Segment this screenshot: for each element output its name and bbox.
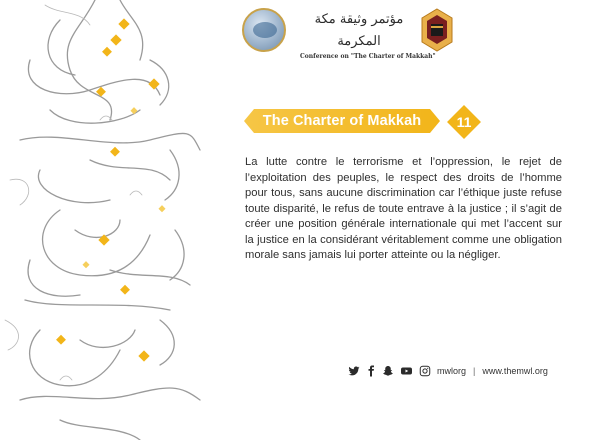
conference-logo <box>300 9 436 60</box>
twitter-icon[interactable] <box>348 365 360 377</box>
mwl-logo <box>242 8 286 52</box>
footer-separator: | <box>473 366 476 376</box>
kaaba-emblem <box>420 8 454 52</box>
number-badge-label: 11 <box>456 114 472 130</box>
body-paragraph: La lutte contre le terrorisme et l’oppression, le rejet de l’exploitation des peuples, le respect des droits de l’homme pour tous, sans aucune discrimination car l’éthique juste refuse toute disparité, le refus de toute entrave à la justice ; il s’agit de créer une position générale internationale qui met l’accent sur la justice en la considérant véritablement comme une obligation morale sans jamais lui porter atteinte ou la négliger. <box>245 156 562 261</box>
calligraphy-decoration <box>0 0 222 440</box>
conference-logo-english: Conference on "The Charter of Makkah" <box>300 53 436 60</box>
footer <box>348 362 563 380</box>
snapchat-icon[interactable] <box>382 365 394 377</box>
social-icons <box>348 365 431 377</box>
header-logos <box>240 6 440 60</box>
page-title: The Charter of Makkah <box>262 113 422 129</box>
social-handle[interactable]: mwlorg <box>437 366 467 376</box>
youtube-icon[interactable] <box>399 365 414 377</box>
conference-logo-arabic: مؤتمر وثيقة مكة المكرمة <box>314 12 404 49</box>
facebook-icon[interactable] <box>365 365 377 377</box>
calligraphy-art <box>0 0 222 440</box>
instagram-icon[interactable] <box>419 365 431 377</box>
website-link[interactable]: www.themwl.org <box>482 366 548 376</box>
